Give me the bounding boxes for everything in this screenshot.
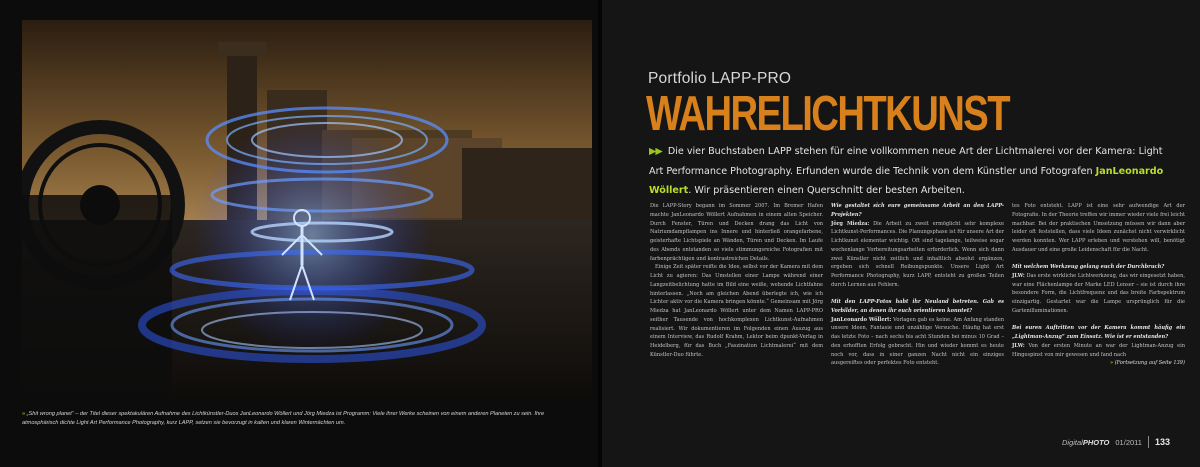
continuation-marker-icon: » [1109,360,1114,367]
col2-answer-2 [831,316,1004,369]
col3-speaker-1: JLW: [1012,272,1025,279]
lead-author-name: JanLeonardo Wöllert [649,165,1164,196]
lead-marker-icon: ▶▶ [649,146,662,157]
col2-speaker-2: JanLeonardo Wöllert: [831,316,892,323]
lead-text-2: . Wir präsentieren einen Querschnitt der besten Arbeiten. [688,185,965,196]
article-lead [649,142,1169,201]
col1-paragraph-2: Einige Zeit später reifte die Idee, selbst vor der Kamera mit dem Licht zu agieren: Das Umstellen einer Lampe während einer Langzeitbelichtung hatte im Bild eine weiße, wehende Lichtfahne hinterlassen. „Noch am gleichen Abend überlegte ich, wie ich Lichter aktiv vor die Kamera bringen könnte.“ Gemeinsam mit Jörg Miedza hat JanLeonardo Wöllert unter dem Namen LAPP-PRO seither Tausende von hochkomplexen Lichtkunst-Aufnahmen realisiert. Wir dokumentieren im Folgenden einen Auszug aus einem Interview, das Rudolf Krahm, Lektor beim dpunkt-Verlag in Heidelberg, für das Buch „Faszination Lichtmalerei“ mit dem Künstler-Duo führte. [650,264,823,358]
article-body [650,202,1192,427]
col1-paragraph-1: Die LAPP-Story begann im Sommer 2007. Im Bremer Hafen machte JanLeonardo Wöllert Aufnahmen in einem alten Speicher. Durch Fenster, Türen und Decken drang das Licht von Natriumdampflampen ins Innere und hinterließ orangefarbene, geisterhafte Lichtspiele an Wänden, Türen und Decken. Im Laufe des Abends entstanden so viele stimmungsreiche Fotografien mit farbenprächtigen und kontrastreichen Details. [650,203,823,262]
page-footer [1062,436,1170,448]
lead-text-1: Die vier Buchstaben LAPP stehen für eine vollkommen neue Art der Lichtmalerei vor der Kamera: Light Art Performance Photography. Erfunden wurde die Technik von dem Künstler und Fotografen [649,146,1163,177]
col2-question-2: Mit den LAPP-Fotos habt ihr Neuland betreten. Gab es Vorbilder, an denen ihr euch orientieren konntet? [831,299,1004,314]
col2-answer-1 [831,220,1004,290]
column-3 [1012,202,1185,427]
col2-answer-2-text: Vorlagen gab es keine. Am Anfang standen unsere Ideen, Fantasie und unzählige Versuche. Häufig hat erst das letzte Foto – nach sechs bis acht Stunden bei minus 10 Grad – den erhofften Erfolg gebracht. Hin und wieder kommt es heute noch vor, dass in einer ganzen Nacht nicht ein einziges ausgereiftes oder perfektes Foto entsteht. [831,316,1004,367]
col3-question-2: Bei euren Auftritten vor der Kamera kommt häufig ein „Lightman-Anzug“ zum Einsatz. Wie ist er entstanden? [1012,325,1185,341]
article-headline: WAHRELICHTKUNST [646,87,1010,141]
caption-text: „Shit wrong planet“ – der Titel dieser spektakulären Aufnahme des Lichtkünstler-Duos JanLeonardo Wöllert und Jörg Miedza ist Programm: Viele ihrer Werke scheinen von einem anderen Planeten zu sein. Ihre atmosphärisch dichte Light Art Performance Photography, kurz LAPP, setzen sie bevorzugt in kalten und klaren Winternächten um. [22,411,545,426]
col3-paragraph-1: tes Foto entsteht. LAPP ist eine sehr aufwendige Art der Fotografie. In der Theorie treffen wir immer wieder viele frei leicht machbar. Bei der praktischen Umsetzung müssen wir dann aber leider oft feststellen, dass viele Ideen zunächst nicht verwirklicht werden konnten. Wer LAPP erleben und verstehen will, benötigt Ausdauer und eine große Leidenschaft für die Nacht. [1012,203,1185,253]
col3-question-1: Mit welchem Werkzeug gelang euch der Durchbruch? [1012,264,1165,271]
right-page [602,0,1200,467]
article-kicker: Portfolio LAPP-PRO [648,70,792,87]
col2-answer-1-text: Die Arbeit zu zweit ermöglicht sehr komplexe Lichtkunst-Performances. Die Planungsphase ist für unsere Art der Lichtkunst elementar wichtig. Oft sind tagelange, teilweise sogar wochenlange Vorbereitungsarbeiten erforderlich. Wenn sich dann zwei Künstler nicht zeitlich und inhaltlich absolut ergänzen, ergeben sich schnell Reibungspunkte. Unsere Light Art Performance Photography, kurz LAPP, entsteht zu großen Teilen durch Lernen aus Fehlern. [831,220,1004,288]
continuation-text: (Fortsetzung auf Seite 139) [1114,360,1185,367]
col3-answer-1 [1012,272,1185,316]
footer-divider [1148,436,1149,448]
page-number: 133 [1154,437,1170,447]
left-page [0,0,598,467]
continuation-note [1012,359,1185,368]
col3-answer-2 [1012,342,1185,360]
column-2 [831,202,1004,427]
caption-marker-icon: » [22,411,26,417]
col3-answer-1-text: Das erste wirkliche Lichtwerkzeug, das wir eingesetzt haben, war eine Flächenlampe der Marke LED Lenser – sie ist durch ihre besondere Form, die Lichtfrequenz und das breite Farbspektrum einzigartig. Gestartet war die Lampe ursprünglich für die Gartenilluminationen. [1012,272,1185,314]
col2-speaker-1: Jörg Miedza: [831,220,870,227]
col2-question-1: Wie gestaltet sich eure gemeinsame Arbeit an den LAPP-Projekten? [831,203,1004,218]
col3-speaker-2: JLW: [1012,342,1025,349]
issue-number: 01/2011 [1115,437,1142,447]
column-1 [650,202,823,427]
magazine-name-b: PHOTO [1082,437,1110,447]
magazine-name-a: Digital [1062,437,1083,447]
magazine-name [1062,438,1109,447]
col3-answer-2-text: Von der ersten Minute an war der Lightman-Anzug ein Hingespinst von mir gewesen und fand nach [1012,342,1185,358]
light-art-photo [22,20,592,404]
photo-illustration [22,20,592,404]
photo-caption [22,410,582,427]
